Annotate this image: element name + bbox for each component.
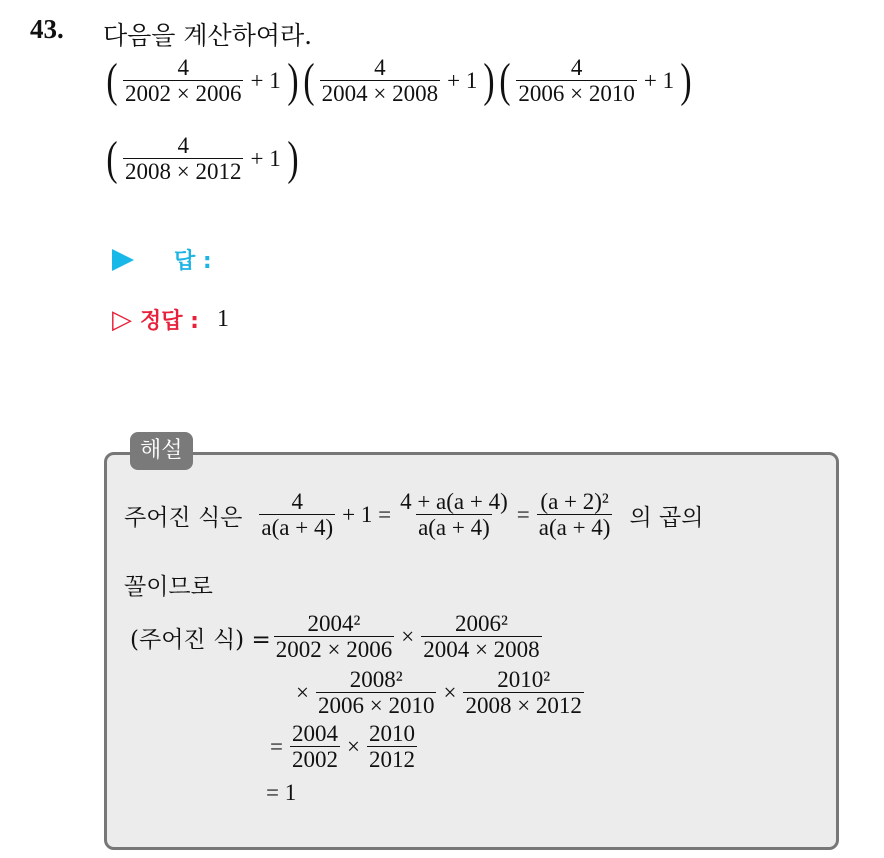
- correct-answer-row: [112, 304, 229, 335]
- play-triangle-icon: [112, 249, 134, 271]
- question-text: 다음을 계산하여라.: [103, 21, 313, 50]
- solution-line-5: = $\frac{2004}{2002}$ × $\frac{2010}{2012}$: [270, 721, 415, 773]
- solution-line-6: = 1: [266, 780, 297, 805]
- answer-label: 답 :: [174, 249, 212, 274]
- expression-row-1: ( $\frac{4}{2002 \times 2006}$ + 1 ) ( $\frac{4}{2004 \times 2008}$ + 1 ) ( $\frac{4}{2006 \times 2010}$ + 1 ): [106, 54, 692, 108]
- solution-line-1: 주어진 식은 $\frac{4}{a(a + 4)}$ + 1 = $\frac{4 + a(a + 4)}{a(a + 4)}$ = $\frac{\text{(a + 2)²}}{a(a + 4)}$ 의 곱의: [124, 489, 704, 541]
- correct-answer-label: 정답 :: [140, 309, 199, 334]
- expression-fraction: $\frac{4}{2004 \times 2008}$: [321, 55, 439, 107]
- outline-triangle-icon: ▷: [112, 304, 132, 335]
- answer-row: [112, 244, 212, 275]
- question-number: 43.: [30, 14, 64, 44]
- expression-fraction: $\frac{4}{2006 \times 2010}$: [518, 55, 635, 107]
- expression-fraction: $\frac{4}{2002 \times 2006}$: [124, 55, 242, 107]
- correct-answer-value: 1: [216, 306, 229, 332]
- solution-line-4: × $\frac{\text{2008²}}{2006 \times 2010}$ × $\frac{\text{2010²}}{2008 \times 2012}$: [296, 667, 582, 719]
- expression-fraction: $\frac{4}{2008 \times 2012}$: [124, 133, 242, 185]
- expression-row-2: ( $\frac{4}{2008 \times 2012}$ + 1 ): [106, 132, 299, 186]
- solution-tag: 해설: [130, 432, 193, 470]
- solution-line-2: 꼴이므로: [124, 574, 213, 600]
- solution-line-3: (주어진 식) = $\frac{\text{2004²}}{2002 \times 2006}$ × $\frac{\text{2006²}}{2004 \times 2008}$: [130, 611, 540, 663]
